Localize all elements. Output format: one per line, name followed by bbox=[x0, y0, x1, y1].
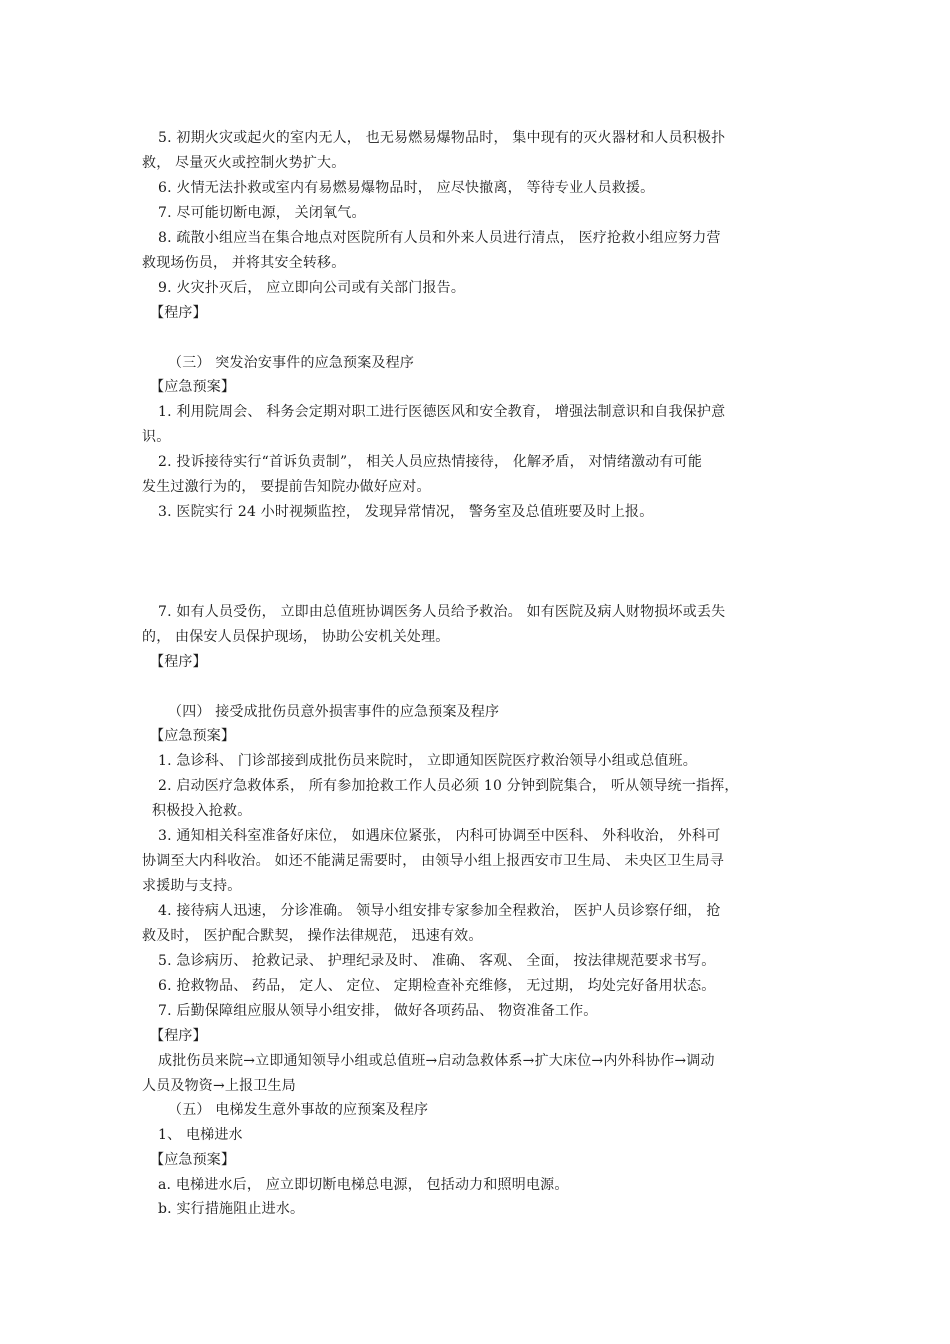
mass-casualty-item-6: 6. 抢救物品、 药品， 定人、 定位、 定期检查补充维修， 无过期， 均处完好备用状态。 bbox=[158, 978, 716, 994]
security-item-2-line-1: 2. 投诉接待实行“首诉负责制”， 相关人员应热情接待， 化解矛盾， 对情绪激动有可能 bbox=[158, 454, 703, 470]
mass-casualty-item-7: 7. 后勤保障组应服从领导小组安排， 做好各项药品、 物资准备工作。 bbox=[158, 1003, 598, 1019]
mass-casualty-item-5: 5. 急诊病历、 抢救记录、 护理纪录及时、 准确、 客观、 全面， 按法律规范要求书写。 bbox=[158, 953, 716, 969]
mass-casualty-procedure-label: 【程序】 bbox=[150, 1028, 207, 1044]
mass-casualty-item-2-line-2: 积极投入抢救。 bbox=[152, 803, 252, 819]
fire-item-8-line-1: 8. 疏散小组应当在集合地点对医院所有人员和外来人员进行清点， 医疗抢救小组应努力营 bbox=[158, 230, 721, 246]
security-heading: （三） 突发治安事件的应急预案及程序 bbox=[168, 355, 415, 371]
elevator-heading: （五） 电梯发生意外事故的应预案及程序 bbox=[168, 1102, 429, 1118]
security-item-7-line-1: 7. 如有人员受伤， 立即由总值班协调医务人员给予救治。 如有医院及病人财物损坏或丢失 bbox=[158, 604, 726, 620]
mass-casualty-heading: （四） 接受成批伤员意外损害事件的应急预案及程序 bbox=[168, 704, 500, 720]
security-item-1-line-1: 1. 利用院周会、 科务会定期对职工进行医德医风和安全教育， 增强法制意识和自我保护意 bbox=[158, 404, 726, 420]
fire-item-5-line-1: 5. 初期火灾或起火的室内无人， 也无易燃易爆物品时， 集中现有的灭火器材和人员积极扑 bbox=[158, 130, 726, 146]
security-item-1-line-2: 识。 bbox=[142, 429, 171, 445]
mass-casualty-plan-label: 【应急预案】 bbox=[150, 728, 236, 744]
mass-casualty-item-3-line-3: 求援助与支持。 bbox=[142, 878, 242, 894]
security-item-7-line-2: 的， 由保安人员保护现场， 协助公安机关处理。 bbox=[142, 629, 450, 645]
fire-item-9: 9. 火灾扑灭后， 应立即向公司或有关部门报告。 bbox=[158, 280, 466, 296]
elevator-item-a: a. 电梯进水后， 应立即切断电梯总电源， 包括动力和照明电源。 bbox=[158, 1177, 569, 1193]
elevator-item-b: b. 实行措施阻止进水。 bbox=[158, 1201, 305, 1217]
mass-casualty-item-1: 1. 急诊科、 门诊部接到成批伤员来院时， 立即通知医院医疗救治领导小组或总值班。 bbox=[158, 753, 697, 769]
mass-casualty-item-4-line-2: 救及时， 医护配合默契， 操作法律规范， 迅速有效。 bbox=[142, 928, 483, 944]
fire-item-5-line-2: 救， 尽量灭火或控制火势扩大。 bbox=[142, 155, 346, 171]
fire-item-7: 7. 尽可能切断电源， 关闭氧气。 bbox=[158, 205, 366, 221]
mass-casualty-procedure-line-2: 人员及物资→上报卫生局 bbox=[142, 1078, 296, 1094]
mass-casualty-item-2-line-1: 2. 启动医疗急救体系， 所有参加抢救工作人员必须 10 分钟到院集合， 听从领导统一指挥， bbox=[158, 778, 739, 794]
security-plan-label: 【应急预案】 bbox=[150, 379, 236, 395]
mass-casualty-item-3-line-2: 协调至大内科收治。 如还不能满足需要时， 由领导小组上报西安市卫生局、 未央区卫生局寻 bbox=[142, 853, 724, 869]
fire-item-8-line-2: 救现场伤员， 并将其安全转移。 bbox=[142, 255, 346, 271]
security-procedure-label: 【程序】 bbox=[150, 654, 207, 670]
mass-casualty-item-4-line-1: 4. 接待病人迅速， 分诊准确。 领导小组安排专家参加全程救治， 医护人员诊察仔细， 抢 bbox=[158, 903, 721, 919]
mass-casualty-procedure-line-1: 成批伤员来院→立即通知领导小组或总值班→启动急救体系→扩大床位→内外科协作→调动 bbox=[158, 1053, 715, 1069]
fire-procedure-label: 【程序】 bbox=[150, 305, 207, 321]
security-item-3: 3. 医院实行 24 小时视频监控， 发现异常情况， 警务室及总值班要及时上报。 bbox=[158, 504, 654, 520]
elevator-subheading-1: 1、 电梯进水 bbox=[158, 1127, 243, 1143]
mass-casualty-item-3-line-1: 3. 通知相关科室准备好床位， 如遇床位紧张， 内科可协调至中医科、 外科收治， 外科可 bbox=[158, 828, 721, 844]
elevator-plan-label: 【应急预案】 bbox=[150, 1152, 236, 1168]
fire-item-6: 6. 火情无法扑救或室内有易燃易爆物品时， 应尽快撤离， 等待专业人员救援。 bbox=[158, 180, 655, 196]
security-item-2-line-2: 发生过激行为的， 要提前告知院办做好应对。 bbox=[142, 479, 431, 495]
